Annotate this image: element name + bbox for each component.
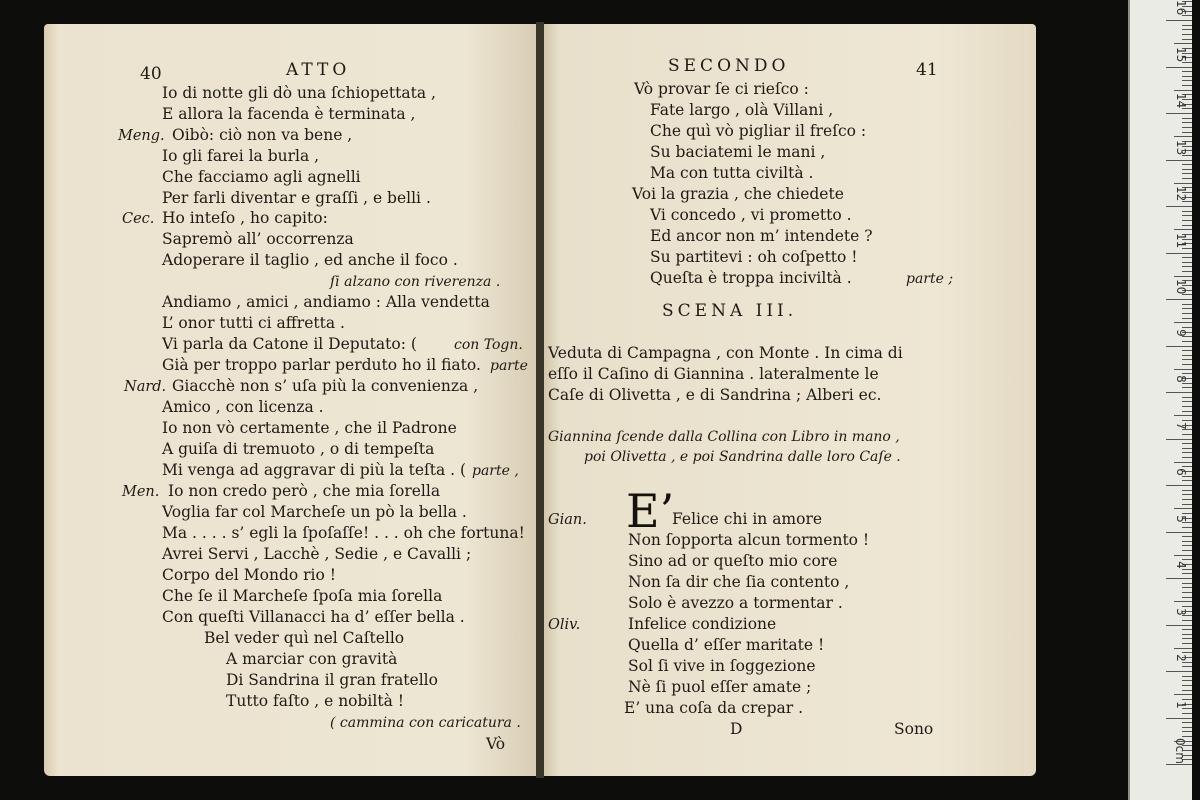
ruler-tick: [1182, 583, 1192, 584]
ruler-tick: [1174, 694, 1192, 695]
text-line: Queſta è troppa inciviltà .: [650, 269, 852, 287]
ruler-tick: [1182, 294, 1192, 295]
ruler-tick: [1182, 318, 1192, 319]
text-line: Su partitevi : oh coſpetto !: [650, 248, 858, 266]
ruler-number: 10: [1174, 279, 1188, 295]
text-line: Adoperare il taglio , ed anche il foco .: [162, 251, 458, 269]
ruler-tick: [1182, 722, 1192, 723]
text-line: Ho inteſo , ho capito:: [162, 209, 328, 227]
ruler-number: 2: [1174, 654, 1188, 662]
ruler-tick: [1182, 443, 1192, 444]
ruler-number: 12: [1174, 186, 1188, 202]
ruler-tick: [1182, 220, 1192, 221]
left-running-head: ATTO: [286, 60, 351, 80]
text-line: Avrei Servi , Lacchè , Sedie , e Cavalli ;: [162, 545, 472, 563]
ruler-tick: [1182, 397, 1192, 398]
ruler-tick: [1174, 136, 1192, 137]
text-line: Che quì vò pigliar il freſco :: [650, 122, 867, 140]
ruler-tick: [1182, 685, 1192, 686]
stage-direction: parte ;: [906, 271, 954, 287]
ruler-tick: [1182, 364, 1192, 365]
ruler-tick: [1182, 690, 1192, 691]
measuring-ruler: [1128, 0, 1192, 800]
ruler-tick: [1182, 215, 1192, 216]
ruler-tick: [1182, 490, 1192, 491]
ruler-number: 14: [1174, 93, 1188, 109]
text-line: Amico , con licenza .: [162, 398, 324, 416]
text-line: Ma con tutta civiltà .: [650, 164, 814, 182]
ruler-tick: [1182, 573, 1192, 574]
right-page-number: 41: [916, 60, 938, 80]
text-line: Corpo del Mondo rio !: [162, 566, 336, 584]
ruler-tick: [1182, 304, 1192, 305]
ruler-tick: [1174, 369, 1192, 370]
left-page-number: 40: [140, 64, 162, 84]
ruler-tick: [1182, 448, 1192, 449]
ruler-tick: [1182, 541, 1192, 542]
ruler-number: 11: [1174, 232, 1188, 248]
ruler-tick: [1182, 680, 1192, 681]
ruler-tick: [1182, 313, 1192, 314]
ruler-number: 3: [1174, 607, 1188, 616]
ruler-tick: [1182, 629, 1192, 630]
text-line: Voglia far col Marcheſe un pò la bella .: [162, 503, 467, 521]
song-line: Solo è avezzo a tormentar .: [628, 594, 843, 612]
stage-direction: con Togn.: [454, 337, 523, 353]
text-line: Mi venga ad aggravar di più la teſta . (: [162, 461, 467, 479]
ruler-tick: [1182, 29, 1192, 30]
ruler-tick: [1182, 80, 1192, 81]
speaker-label: Cec.: [122, 211, 155, 227]
ruler-tick: [1182, 355, 1192, 356]
text-line: Io di notte gli dò una ſchiopettata ,: [162, 84, 436, 102]
speaker-label: Nard.: [124, 379, 167, 395]
ruler-tick: [1182, 592, 1192, 593]
ruler-tick: [1166, 206, 1192, 207]
song-line: Sino ad or queſto mio core: [628, 552, 838, 570]
ruler-tick: [1182, 308, 1192, 309]
ruler-tick: [1174, 555, 1192, 556]
ruler-tick: [1182, 643, 1192, 644]
ruler-tick: [1166, 532, 1192, 533]
text-line: Vò provar ſe ci rieſco :: [634, 80, 809, 98]
text-line: Voi la grazia , che chiedete: [632, 185, 844, 203]
text-line: Ed ancor non m’ intendete ?: [650, 227, 873, 245]
song-line: Quella d’ eſſer maritate !: [628, 636, 825, 654]
ruler-tick: [1182, 401, 1192, 402]
ruler-number: 7: [1174, 421, 1188, 430]
ruler-tick: [1182, 499, 1192, 500]
ruler-tick: [1182, 587, 1192, 588]
text-line: Oibò: ciò non va bene ,: [172, 126, 353, 144]
ruler-tick: [1166, 392, 1192, 393]
ruler-tick: [1182, 71, 1192, 72]
ruler-tick: [1182, 85, 1192, 86]
ruler-tick: [1166, 113, 1192, 114]
text-line: Con queſti Villanacci ha d’ eſſer bella .: [162, 608, 465, 626]
ruler-tick: [1182, 118, 1192, 119]
ruler-number: 5: [1174, 514, 1188, 523]
ruler-number: 1: [1174, 700, 1188, 709]
stage-direction: ſi alzano con riverenza .: [330, 274, 501, 290]
song-line: E’ una coſa da crepar .: [624, 699, 803, 717]
song-line: Felice chi in amore: [672, 510, 823, 528]
ruler-tick: [1166, 625, 1192, 626]
signature-mark: D: [730, 720, 743, 738]
text-line: Fate largo , olà Villani ,: [650, 101, 834, 119]
setting-line: eſſo il Caſino di Giannina . lateralmente le: [548, 365, 879, 383]
text-line: Io gli farei la burla ,: [162, 147, 320, 165]
ruler-tick: [1182, 173, 1192, 174]
ruler-number: 16: [1174, 0, 1188, 16]
ruler-tick: [1166, 299, 1192, 300]
song-line: Infelice condizione: [628, 615, 777, 633]
ruler-tick: [1182, 350, 1192, 351]
ruler-tick: [1182, 178, 1192, 179]
ruler-tick: [1182, 494, 1192, 495]
text-line: Su baciatemi le mani ,: [650, 143, 826, 161]
text-line: Tutto faſto , e nobiltà !: [226, 692, 404, 710]
ruler-tick: [1166, 20, 1192, 21]
speaker-label: Oliv.: [548, 617, 581, 633]
ruler-tick: [1182, 504, 1192, 505]
entrance-direction: poi Olivetta , e poi Sandrina dalle loro Caſe .: [584, 449, 901, 465]
ruler-tick: [1182, 713, 1192, 714]
ruler-tick: [1182, 527, 1192, 528]
ruler-tick: [1174, 415, 1192, 416]
ruler-tick: [1182, 225, 1192, 226]
ruler-tick: [1174, 648, 1192, 649]
text-line: Io non credo però , che mia ſorella: [168, 482, 441, 500]
ruler-tick: [1166, 67, 1192, 68]
scene-title: SCENA III.: [662, 301, 798, 321]
ruler-tick: [1166, 253, 1192, 254]
catchword: Sono: [894, 720, 934, 738]
ruler-tick: [1182, 15, 1192, 16]
entrance-direction: Giannina ſcende dalla Collina con Libro in mano ,: [548, 429, 900, 445]
ruler-tick: [1182, 727, 1192, 728]
stage-direction: parte: [490, 358, 528, 374]
ruler-tick: [1182, 39, 1192, 40]
ruler-number: 0cm: [1173, 738, 1187, 764]
ruler-tick: [1182, 452, 1192, 453]
text-line: Andiamo , amici , andiamo : Alla vendetta: [162, 293, 490, 311]
ruler-tick: [1182, 127, 1192, 128]
ruler-tick: [1174, 601, 1192, 602]
text-line: Vi parla da Catone il Deputato: (: [162, 335, 417, 353]
ruler-tick: [1182, 25, 1192, 26]
text-line: Ma . . . . s’ egli la ſpoſaſſe! . . . oh che fortuna!: [162, 524, 525, 542]
ruler-number: 8: [1174, 375, 1188, 383]
ruler-tick: [1182, 411, 1192, 412]
ruler-number: 13: [1174, 139, 1188, 155]
ruler-tick: [1182, 634, 1192, 635]
ruler-tick: [1182, 387, 1192, 388]
setting-line: Veduta di Campagna , con Monte . In cima di: [548, 344, 903, 362]
ruler-tick: [1182, 201, 1192, 202]
text-line: A guiſa di tremuoto , o di tempeſta: [162, 440, 435, 458]
ruler-tick: [1182, 257, 1192, 258]
ruler-tick: [1174, 90, 1192, 91]
text-line: L’ onor tutti ci affretta .: [162, 314, 345, 332]
text-line: Vi concedo , vi prometto .: [650, 206, 852, 224]
ruler-tick: [1166, 718, 1192, 719]
ruler-tick: [1182, 545, 1192, 546]
text-line: Che facciamo agli agnelli: [162, 168, 361, 186]
ruler-tick: [1182, 262, 1192, 263]
ruler-tick: [1182, 271, 1192, 272]
ruler-tick: [1182, 536, 1192, 537]
text-line: Di Sandrina il gran fratello: [226, 671, 438, 689]
speaker-label: Meng.: [118, 128, 165, 144]
ruler-tick: [1166, 160, 1192, 161]
ruler-tick: [1182, 434, 1192, 435]
ruler-tick: [1182, 638, 1192, 639]
text-line: Io non vò certamente , che il Padrone: [162, 419, 457, 437]
catchword: Vò: [486, 735, 506, 753]
song-line: Nè ſi puol eſſer amate ;: [628, 678, 812, 696]
song-line: Sol ſi vive in ſoggezione: [628, 657, 816, 675]
text-line: Per farli diventar e graſſi , e belli .: [162, 189, 431, 207]
text-line: Già per troppo parlar perduto ho il fiato.: [162, 356, 481, 374]
ruler-tick: [1174, 322, 1192, 323]
ruler-tick: [1182, 341, 1192, 342]
text-line: E allora la facenda è terminata ,: [162, 105, 416, 123]
ruler-tick: [1166, 671, 1192, 672]
speaker-label: Gian.: [548, 512, 587, 528]
ruler-tick: [1182, 132, 1192, 133]
ruler-tick: [1182, 666, 1192, 667]
ruler-tick: [1182, 457, 1192, 458]
ruler-tick: [1182, 406, 1192, 407]
book-gutter: [536, 22, 544, 778]
ruler-tick: [1182, 108, 1192, 109]
ruler-tick: [1174, 229, 1192, 230]
text-line: Giacchè non s’ uſa più la convenienza ,: [172, 377, 479, 395]
ruler-tick: [1182, 550, 1192, 551]
stage-direction: ( cammina con caricatura .: [330, 715, 521, 731]
stage-direction: parte ,: [472, 463, 519, 479]
ruler-number: 15: [1174, 46, 1188, 62]
ruler-tick: [1166, 485, 1192, 486]
setting-line: Caſe di Olivetta , e di Sandrina ; Alberi ec.: [548, 386, 882, 404]
ruler-tick: [1182, 76, 1192, 77]
song-line: Non ſa dir che ſia contento ,: [628, 573, 850, 591]
ruler-tick: [1182, 122, 1192, 123]
ruler-tick: [1166, 578, 1192, 579]
ruler-tick: [1166, 439, 1192, 440]
ruler-tick: [1182, 620, 1192, 621]
ruler-tick: [1174, 276, 1192, 277]
ruler-tick: [1182, 169, 1192, 170]
ruler-tick: [1174, 43, 1192, 44]
song-line: Non ſopporta alcun tormento !: [628, 531, 870, 549]
drop-cap: E’: [626, 484, 675, 538]
ruler-tick: [1174, 183, 1192, 184]
ruler-tick: [1182, 676, 1192, 677]
text-line: A marciar con gravità: [226, 650, 398, 668]
ruler-tick: [1182, 359, 1192, 360]
text-line: Bel veder quì nel Caſtello: [204, 629, 405, 647]
ruler-number: 4: [1174, 561, 1188, 569]
speaker-label: Men.: [122, 484, 160, 500]
text-line: Che ſe il Marcheſe ſpoſa mia ſorella: [162, 587, 443, 605]
ruler-tick: [1182, 34, 1192, 35]
ruler-number: 9: [1174, 328, 1188, 337]
ruler-tick: [1174, 462, 1192, 463]
ruler-tick: [1182, 211, 1192, 212]
ruler-number: 6: [1174, 468, 1188, 476]
ruler-tick: [1166, 346, 1192, 347]
ruler-tick: [1182, 266, 1192, 267]
ruler-tick: [1182, 480, 1192, 481]
right-running-head: SECONDO: [668, 56, 790, 76]
ruler-tick: [1174, 508, 1192, 509]
ruler-tick: [1182, 164, 1192, 165]
ruler-tick: [1182, 597, 1192, 598]
text-line: Sapremò all’ occorrenza: [162, 230, 354, 248]
